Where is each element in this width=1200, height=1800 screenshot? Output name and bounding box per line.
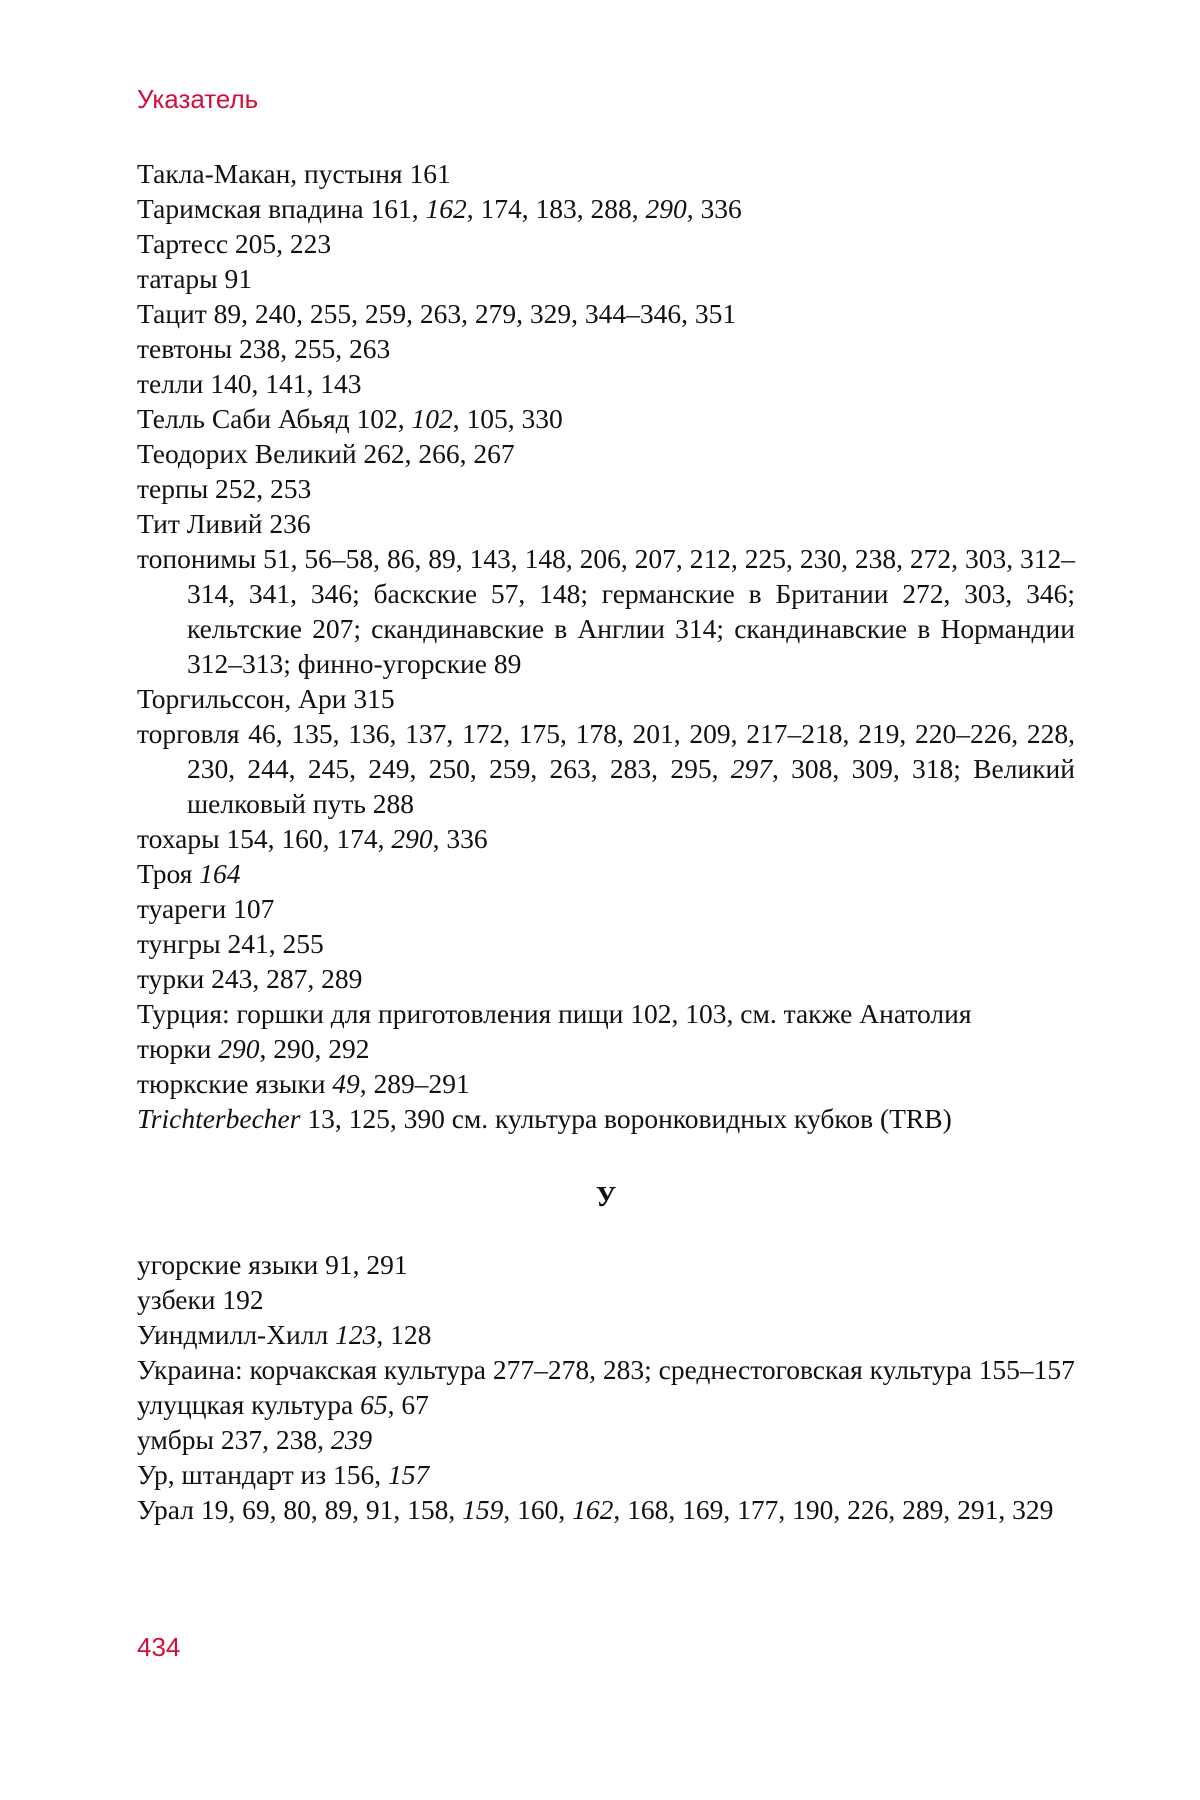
index-entry-text: улуццкая культура <box>137 1389 361 1420</box>
index-entry-text: Турция: горшки для приготовления пищи 102, 103, см. также Анатолия <box>137 998 972 1029</box>
index-entry-text: тевтоны 238, 255, 263 <box>137 333 391 364</box>
index-entry-text: угорские языки 91, 291 <box>137 1249 408 1280</box>
index-entry <box>137 856 1075 891</box>
index-entry-text: , 128 <box>376 1319 432 1350</box>
index-section-u <box>137 1247 1075 1527</box>
index-entry <box>137 1101 1075 1136</box>
index-entry-text: , 160, <box>503 1494 573 1525</box>
index-entry <box>137 1352 1075 1387</box>
index-entry-italic-text: 157 <box>387 1459 430 1490</box>
index-entry-text: умбры 237, 238, <box>137 1424 331 1455</box>
index-entry <box>137 156 1075 191</box>
index-entry-text: Украина: корчакская культура 277–278, 283; среднестоговская культура 155–157 <box>137 1354 1075 1385</box>
book-page <box>137 0 1075 1800</box>
index-entry <box>137 366 1075 401</box>
index-entry-text: телли 140, 141, 143 <box>137 368 362 399</box>
index-entry-italic-text: 164 <box>199 858 241 889</box>
index-entry <box>137 891 1075 926</box>
index-entry-text: , 168, 169, 177, 190, 226, 289, 291, 329 <box>613 1494 1054 1525</box>
index-entry-italic-text: 162 <box>572 1494 614 1525</box>
index-entry-text: тохары 154, 160, 174, <box>137 823 392 854</box>
index-entry-text: туареги 107 <box>137 893 275 924</box>
index-entry-italic-text: 162 <box>425 193 467 224</box>
index-entry-italic-text: 290 <box>391 823 433 854</box>
index-entry-text: Торгильссон, Ари 315 <box>137 683 395 714</box>
index-entry-text: , 289–291 <box>359 1068 470 1099</box>
index-entry <box>137 331 1075 366</box>
index-entry-italic-text: Trichterbecher <box>137 1103 301 1134</box>
index-entry <box>137 1317 1075 1352</box>
index-entry <box>137 996 1075 1031</box>
index-entry <box>137 506 1075 541</box>
index-entry <box>137 1282 1075 1317</box>
index-entry-text: Троя <box>137 858 200 889</box>
index-entry-text: татары 91 <box>137 263 253 294</box>
index-entry <box>137 1422 1075 1457</box>
page-number: 434 <box>137 1632 181 1662</box>
index-entry <box>137 961 1075 996</box>
index-entry-text: узбеки 192 <box>137 1284 264 1315</box>
index-entry-italic-text: 65 <box>360 1389 388 1420</box>
index-entry <box>137 716 1075 821</box>
index-entry <box>137 296 1075 331</box>
index-entry-text: 13, 125, 390 см. культура воронковидных кубков (TRB) <box>300 1103 952 1134</box>
index-entry-text: тюрки <box>137 1033 219 1064</box>
index-entry-text: Телль Саби Абьяд 102, <box>137 403 412 434</box>
index-entry <box>137 1031 1075 1066</box>
index-section-t <box>137 156 1075 1136</box>
index-entry <box>137 401 1075 436</box>
index-entry-italic-text: 239 <box>330 1424 373 1455</box>
index-entry-text: Ур, штандарт из 156, <box>137 1459 388 1490</box>
index-entry-text: , 308, 309, 318; Великий шелковый путь 288 <box>187 753 1075 819</box>
index-entry-text: , 336 <box>432 823 488 854</box>
index-entry-text: , 290, 292 <box>259 1033 370 1064</box>
index-entry-text: , 174, 183, 288, <box>466 193 646 224</box>
index-entry-text: Тит Ливий 236 <box>137 508 311 539</box>
index-entry-italic-text: 102 <box>411 403 453 434</box>
index-entry-text: турки 243, 287, 289 <box>137 963 363 994</box>
index-entry-italic-text: 290 <box>218 1033 260 1064</box>
index-entry <box>137 1066 1075 1101</box>
index-entry <box>137 261 1075 296</box>
index-entry-text: , 105, 330 <box>452 403 563 434</box>
index-entry-text: , 336 <box>686 193 742 224</box>
running-head: Указатель <box>137 84 259 114</box>
index-entry-text: терпы 252, 253 <box>137 473 312 504</box>
index-entry <box>137 191 1075 226</box>
index-entry <box>137 1492 1075 1527</box>
index-entry-text: Тартесс 205, 223 <box>137 228 332 259</box>
index-entry-text: Теодорих Великий 262, 266, 267 <box>137 438 515 469</box>
index-entry <box>137 926 1075 961</box>
index-entry-text: Урал 19, 69, 80, 89, 91, 158, <box>137 1494 463 1525</box>
index-entry <box>137 1247 1075 1282</box>
index-entry-italic-text: 297 <box>730 753 773 784</box>
index-entry <box>137 681 1075 716</box>
index-entry-text: тунгры 241, 255 <box>137 928 324 959</box>
index-entry-italic-text: 123 <box>335 1319 377 1350</box>
index-entry-text: торговля 46, 135, 136, 137, 172, 175, 178, 201, 209, 217–218, 219, 220–226, 228, 230, 244, 245, 249, 250, 259, 263, 283, 295, <box>137 718 1075 784</box>
index-entry-text: Тацит 89, 240, 255, 259, 263, 279, 329, 344–346, 351 <box>137 298 737 329</box>
index-entry <box>137 226 1075 261</box>
index-entry <box>137 436 1075 471</box>
index-entry-text: топонимы 51, 56–58, 86, 89, 143, 148, 206, 207, 212, 225, 230, 238, 272, 303, 312–314, 341, 346; баскские 57, 148; германские в Британии 272, 303, 346; кельтские 207; скандинавские в Англии 314; скандинавские в Нормандии 312–313; финно-угорские 89 <box>137 543 1075 679</box>
index-entry-italic-text: 159 <box>462 1494 504 1525</box>
index-entry <box>137 821 1075 856</box>
index-entry-text: тюркские языки <box>137 1068 333 1099</box>
index-entry-italic-text: 49 <box>332 1068 360 1099</box>
index-entry-text: Таримская впадина 161, <box>137 193 426 224</box>
index-entry <box>137 1457 1075 1492</box>
index-entry-text: Такла-Макан, пустыня 161 <box>137 158 451 189</box>
index-entry <box>137 541 1075 681</box>
section-letter-heading: У <box>595 1182 617 1213</box>
index-entry-text: , 67 <box>387 1389 429 1420</box>
index-entry <box>137 1387 1075 1422</box>
index-entry-italic-text: 290 <box>645 193 687 224</box>
index-entry <box>137 471 1075 506</box>
index-entry-text: Уиндмилл-Хилл <box>137 1319 336 1350</box>
